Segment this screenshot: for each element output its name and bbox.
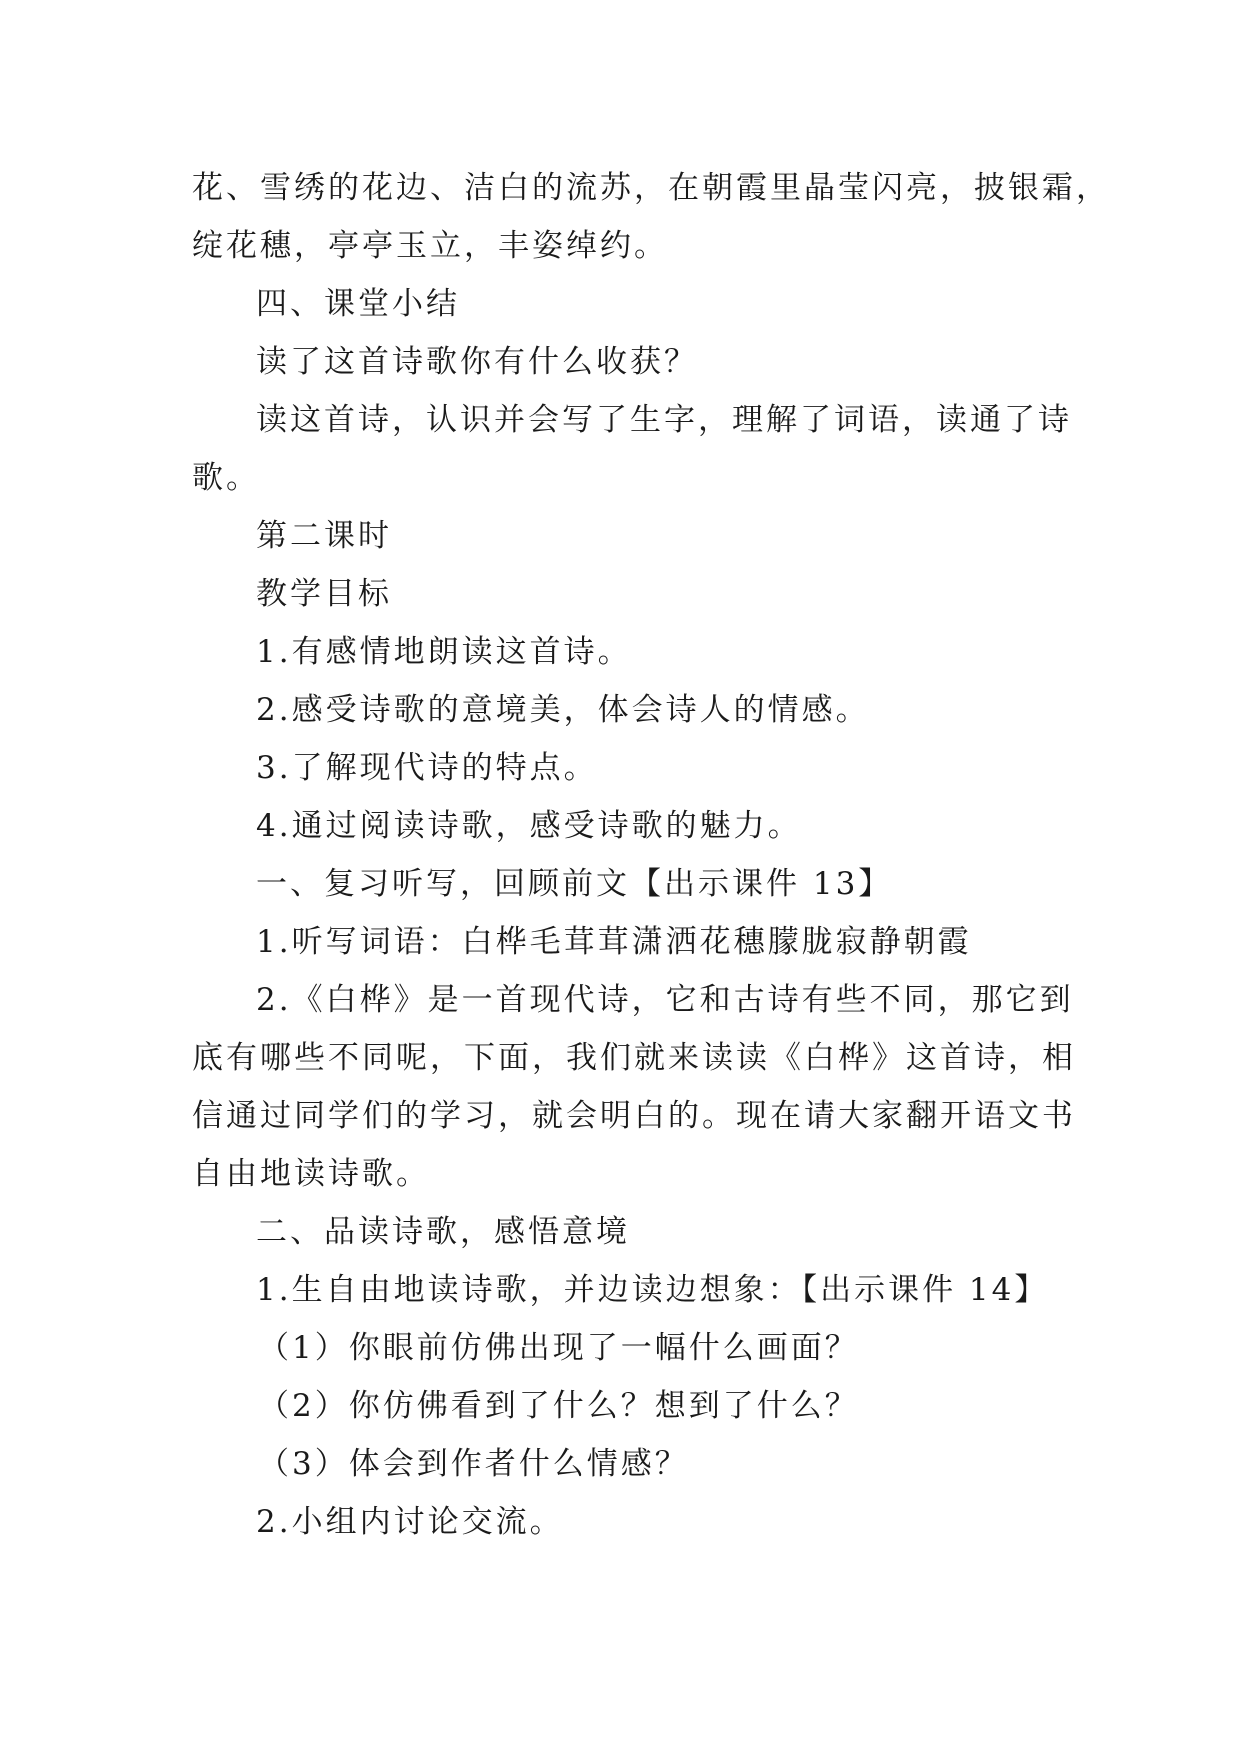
lesson-heading: 第二课时	[256, 518, 392, 554]
sub-list-item: （2）你仿佛看到了什么？想到了什么？	[258, 1388, 859, 1424]
paragraph-continuation-line: 信通过同学们的学习，就会明白的。现在请大家翻开语文书	[192, 1098, 1076, 1134]
paragraph-line: 读这首诗，认识并会写了生字，理解了词语，读通了诗	[256, 402, 1072, 438]
list-item: 4.通过阅读诗歌，感受诗歌的魅力。	[256, 808, 802, 844]
paragraph-line: 读了这首诗歌你有什么收获？	[256, 344, 698, 380]
list-item: 1.听写词语：白桦毛茸茸潇洒花穗朦胧寂静朝霞	[256, 924, 972, 960]
list-item: 2.感受诗歌的意境美，体会诗人的情感。	[256, 692, 870, 728]
section-heading: 二、品读诗歌，感悟意境	[256, 1214, 630, 1250]
sub-list-item: （1）你眼前仿佛出现了一幅什么画面？	[258, 1330, 859, 1366]
paragraph-continuation-line: 底有哪些不同呢，下面，我们就来读读《白桦》这首诗，相	[192, 1040, 1076, 1076]
list-item: 1.有感情地朗读这首诗。	[256, 634, 632, 670]
sub-list-item: （3）体会到作者什么情感？	[258, 1446, 689, 1482]
list-item: 3.了解现代诗的特点。	[256, 750, 598, 786]
list-item: 2.《白桦》是一首现代诗，它和古诗有些不同，那它到	[256, 982, 1074, 1018]
paragraph-continuation-line: 自由地读诗歌。	[192, 1156, 430, 1192]
paragraph-continuation-line: 绽花穗，亭亭玉立，丰姿绰约。	[192, 228, 668, 264]
list-item: 2.小组内讨论交流。	[256, 1504, 564, 1540]
paragraph-continuation-line: 花、雪绣的花边、洁白的流苏，在朝霞里晶莹闪亮，披银霜，	[192, 170, 1110, 206]
subsection-heading: 教学目标	[256, 576, 392, 612]
list-item: 1.生自由地读诗歌，并边读边想象：【出示课件 14】	[256, 1272, 1049, 1308]
section-heading: 四、课堂小结	[256, 286, 460, 322]
paragraph-continuation-line: 歌。	[192, 460, 260, 496]
section-heading: 一、复习听写，回顾前文【出示课件 13】	[256, 866, 893, 902]
